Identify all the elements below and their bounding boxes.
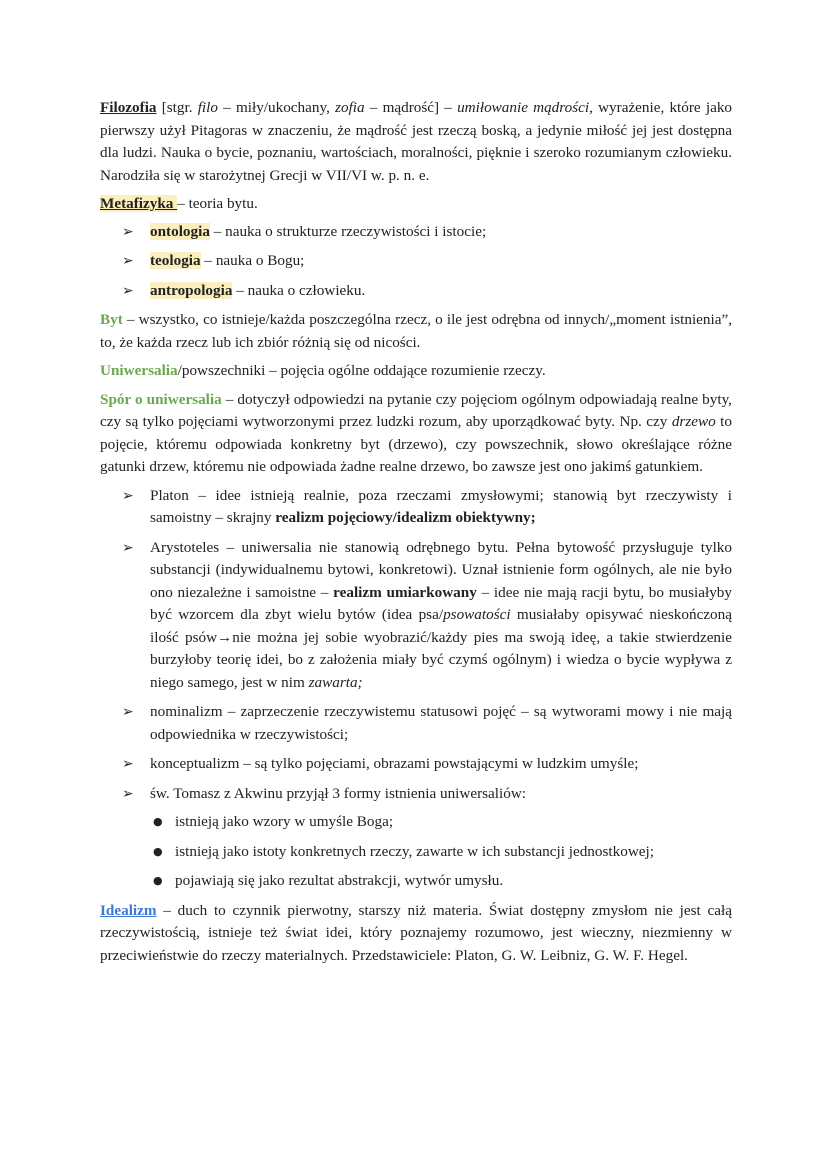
arystoteles-text-3: musiałaby opisywać nieskończoną ilość psów→nie można jej sobie wyobrazić/każdy pies ma swoją ideę, a takie stwierdzenie burzyłoby teorię idei, bo z założenia miały być czymś ogólnym) i wiedza o bycie wypływa z niego samego, jest w nim [150, 606, 732, 691]
arrow-icon: ➢ [122, 282, 134, 299]
document-page [100, 97, 732, 973]
tomasz-item [100, 783, 732, 893]
filozofia-paragraph [100, 97, 732, 187]
nominalizm-text: nominalizm – zaprzeczenie rzeczywistemu statusowi pojęć – są wytworami mowy i nie mają odpowiednika w rzeczywistości; [150, 703, 732, 743]
drzewo-word: drzewo [671, 413, 716, 430]
idealizm-term: Idealizm [100, 901, 157, 919]
list-item [150, 811, 732, 834]
bullet-icon: ● [153, 815, 163, 828]
metafizyka-rest: – teoria bytu. [177, 195, 258, 212]
list-item [100, 250, 732, 273]
arrow-icon: ➢ [122, 756, 134, 772]
list-item [100, 221, 732, 244]
uniwersalia-term: Uniwersalia [100, 362, 178, 379]
filozofia-text-2: – miły/ukochany, [217, 99, 336, 116]
konceptualizm-text: konceptualizm – są tylko pojęciami, obrazami powstającymi w ludzkim umyśle; [150, 755, 639, 772]
forma-text: istnieją jako istoty konkretnych rzeczy, zawarte w ich substancji jednostkowej; [175, 842, 654, 860]
metafizyka-list [100, 221, 732, 303]
bullet-icon: ● [153, 844, 163, 858]
arystoteles-bold: realizm umiarkowany [333, 583, 477, 601]
ontologia-term: ontologia [150, 222, 210, 240]
spor-term: Spór o uniwersalia [100, 390, 222, 408]
platon-item [100, 485, 732, 530]
metafizyka-term: Metafizyka [100, 195, 178, 212]
byt-paragraph [100, 309, 732, 354]
forma-text: istnieją jako wzory w umyśle Boga; [175, 813, 394, 830]
arrow-icon: ➢ [122, 539, 134, 556]
nominalizm-item [100, 701, 732, 746]
filozofia-definition: umiłowanie mądrości [457, 99, 590, 116]
metafizyka-paragraph [100, 193, 732, 216]
idealizm-text: – duch to czynnik pierwotny, starszy niż materia. Świat dostępny zmysłom nie jest całą rzeczywistością, istnieje też świat idei, który poznajemy rozumowo, jest wieczny, niezmienny w przeciwieństwie do rzeczy materialnych. Przedstawiciele: Platon, G. W. Leibniz, G. W. F. Hegel. [100, 901, 732, 964]
spor-text-2: to pojęcie, któremu odpowiada konkretny byt (drzewo), czy powszechnik, słowo określające różne gatunki drzew, któremu nie odpowiada żadne realne drzewo, bo zawsze jest ono jakimś gatunkiem. [100, 413, 732, 475]
filozofia-text-3: – mądrość] – [364, 99, 458, 116]
arrow-icon: ➢ [122, 223, 134, 240]
list-item [150, 841, 732, 864]
list-item [150, 870, 732, 893]
filozofia-rest: , wyrażenie, które jako pierwszy użył Pitagoras w znaczeniu, że mądrość jest rzeczą boską, a jedynie miłość jej jest dostępna dla ludzi. Nauka o bycie, poznaniu, wartościach, moralności, pięknie i szeroko rozumianym człowieku. Narodziła się w starożytnej Grecji w VII/VI w. p. n. e. [100, 99, 733, 184]
uniwersalia-text: /powszechniki – pojęcia ogólne oddające rozumienie rzeczy. [177, 362, 546, 379]
teologia-text: – nauka o Bogu; [200, 252, 305, 269]
platon-bold: realizm pojęciowy/idealizm obiektywny; [275, 509, 536, 526]
byt-term: Byt [100, 311, 123, 328]
list-item [100, 280, 732, 303]
idealizm-paragraph [100, 900, 732, 968]
zawarta-word: zawarta; [308, 673, 363, 691]
spor-paragraph [100, 389, 732, 479]
arystoteles-text-2: – idee nie mają racji bytu, bo musiałyby być wzorcem dla zbyt wielu bytów (idea psa/ [150, 583, 732, 623]
arrow-icon: ➢ [122, 487, 134, 504]
arrow-icon: ➢ [122, 253, 134, 269]
filozofia-text-1: [stgr. [156, 99, 198, 116]
forma-text: pojawiają się jako rezultat abstrakcji, wytwór umysłu. [175, 872, 504, 889]
bullet-icon: ● [153, 874, 163, 887]
spor-text-1: – dotyczył odpowiedzi na pytanie czy pojęciom ogólnym odpowiadają realne byty, czy są tylko pojęciami wytworzonymi przez ludzki rozum, aby uporządkować byty. Np. czy [100, 390, 732, 430]
spor-list [100, 485, 732, 893]
konceptualizm-item [100, 753, 732, 776]
arystoteles-text-1: Arystoteles – uniwersalia nie stanowią odrębnego bytu. Pełna bytowość przysługuje tylko substancji (indywidualnemu bytowi, konkretowi). Uznał istnienie form ogólnych, ale nie było ono niezależne i samoistne – [150, 538, 732, 601]
uniwersalia-paragraph [100, 360, 732, 383]
zofia-word: zofia [335, 99, 365, 116]
formy-list [150, 811, 732, 893]
filo-word: filo [197, 99, 218, 116]
teologia-term: teologia [150, 252, 201, 269]
antropologia-text: – nauka o człowieku. [232, 281, 366, 299]
arrow-icon: ➢ [122, 704, 134, 720]
filozofia-term: Filozofia [100, 99, 157, 116]
arystoteles-item [100, 537, 732, 695]
tomasz-text: św. Tomasz z Akwinu przyjął 3 formy istnienia uniwersaliów: [150, 784, 527, 802]
psowatosci-word: psowatości [443, 606, 511, 623]
ontologia-text: – nauka o strukturze rzeczywistości i istocie; [209, 222, 487, 240]
platon-text: Platon – idee istnieją realnie, poza rzeczami zmysłowymi; stanowią byt rzeczywisty i samoistny – skrajny [150, 486, 732, 526]
antropologia-term: antropologia [150, 281, 233, 299]
arrow-icon: ➢ [122, 785, 134, 802]
byt-text: – wszystko, co istnieje/każda poszczególna rzecz, o ile jest odrębna od innych/„moment istnienia”, to, że każda rzecz lub ich zbiór różnią się od nicości. [100, 311, 732, 351]
